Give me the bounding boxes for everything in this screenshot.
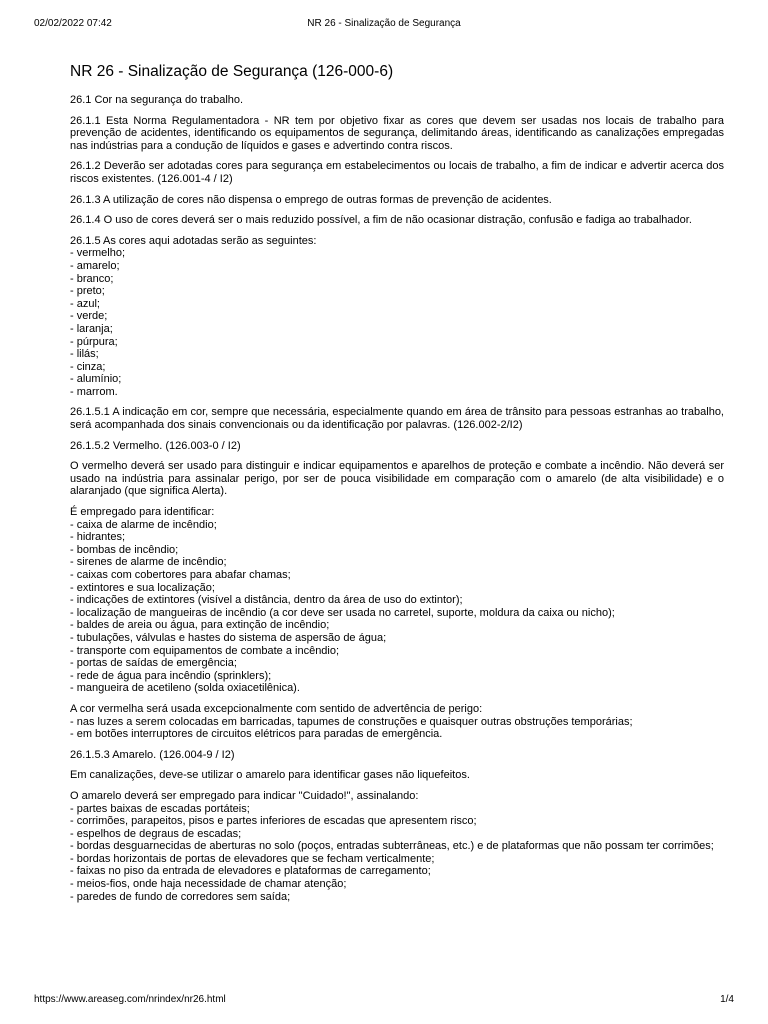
list-item: - verde; — [70, 310, 108, 323]
list-item: - espelhos de degraus de escadas; — [70, 827, 242, 840]
list-item: - nas luzes a serem colocadas em barricadas, tapumes de construções e quaisquer outras obstruções temporárias; — [70, 715, 633, 728]
red-items-list — [70, 506, 724, 695]
list-item: - amarelo; — [70, 259, 120, 272]
list-item: - faixas no piso da entrada de elevadores e plataformas de carregamento; — [70, 865, 431, 878]
paragraph-red-usage: O vermelho deverá ser usado para distinguir e indicar equipamentos e aparelhos de proteção e combate a incêndio. Não deverá ser usado na indústria para assinalar perigo, por ser de pouca visibilidade em comparação com o amarelo (de alta visibilidade) e o alaranjado (que significa Alerta). — [70, 460, 724, 498]
list-item: - sirenes de alarme de incêndio; — [70, 556, 227, 569]
list-item: - marrom. — [70, 385, 118, 398]
list-item: - lilás; — [70, 348, 99, 361]
list-item: - laranja; — [70, 322, 113, 335]
list-item: - alumínio; — [70, 373, 122, 386]
warning-items-list — [70, 703, 724, 741]
list-item: - caixas com cobertores para abafar chamas; — [70, 569, 291, 581]
paragraph-26-1: 26.1 Cor na segurança do trabalho. — [70, 94, 244, 106]
list-item: - em botões interruptores de circuitos elétricos para paradas de emergência. — [70, 728, 443, 741]
red-intro: É empregado para identificar: — [70, 506, 215, 519]
paragraph-26-1-4: 26.1.4 O uso de cores deverá ser o mais reduzido possível, a fim de não ocasionar distração, confusão e fadiga ao trabalhador. — [70, 214, 692, 227]
list-item: - transporte com equipamentos de combate a incêndio; — [70, 644, 340, 657]
list-item: - paredes de fundo de corredores sem saída; — [70, 890, 291, 903]
yellow-items-list — [70, 790, 724, 903]
source-url[interactable]: https://www.areaseg.com/nrindex/nr26.html — [34, 994, 226, 1005]
paragraph-26-1-5-3: 26.1.5.3 Amarelo. (126.004-9 / I2) — [70, 748, 235, 761]
paragraph-26-1-5-1: 26.1.5.1 A indicação em cor, sempre que necessária, especialmente quando em área de trânsito para pessoas estranhas ao trabalho, será acompanhada dos sinais convencionais ou da identificação por palavras. (126.002-2/I2) — [70, 406, 724, 432]
list-item: - branco; — [70, 272, 114, 285]
colors-intro: 26.1.5 As cores aqui adotadas serão as seguintes: — [70, 234, 317, 247]
list-item: - corrimões, parapeitos, pisos e partes inferiores de escadas que apresentem risco; — [70, 815, 477, 828]
list-item: - meios-fios, onde haja necessidade de chamar atenção; — [70, 878, 347, 891]
list-item: - púrpura; — [70, 335, 118, 348]
list-item: - hidrantes; — [70, 531, 126, 544]
list-item: - baldes de areia ou água, para extinção de incêndio; — [70, 619, 330, 632]
colors-list — [70, 235, 724, 399]
document-body — [70, 62, 724, 911]
print-header — [34, 18, 734, 32]
print-title: NR 26 - Sinalização de Segurança — [307, 18, 461, 29]
paragraph-26-1-1: 26.1.1 Esta Norma Regulamentadora - NR tem por objetivo fixar as cores que devem ser usadas nos locais de trabalho para prevenção de acidentes, identificando os equipamentos de segurança, delimitando áreas, identificando as canalizações empregadas nas indústrias para a condução de líquidos e gases e advertindo contra riscos. — [70, 114, 724, 152]
yellow-intro: O amarelo deverá ser empregado para indicar "Cuidado!", assinalando: — [70, 789, 419, 802]
list-item: - extintores e sua localização; — [70, 581, 215, 594]
list-item: - tubulações, válvulas e hastes do sistema de aspersão de água; — [70, 631, 387, 644]
list-item: - caixa de alarme de incêndio; — [70, 518, 217, 531]
list-item: - localização de mangueiras de incêndio (a cor deve ser usada no carretel, suporte, moldura da caixa ou nicho); — [70, 606, 615, 619]
list-item: - rede de água para incêndio (sprinklers); — [70, 669, 272, 682]
list-item: - indicações de extintores (visível a distância, dentro da área de uso do extintor); — [70, 594, 463, 607]
list-item: - portas de saídas de emergência; — [70, 657, 237, 670]
list-item: - azul; — [70, 297, 100, 310]
list-item: - bordas desguarnecidas de aberturas no solo (poços, entradas subterrâneas, etc.) e de plataformas que não possam ter corrimões; — [70, 840, 714, 853]
paragraph-26-1-2: 26.1.2 Deverão ser adotadas cores para segurança em estabelecimentos ou locais de trabalho, a fim de indicar e advertir acerca dos riscos existentes. (126.001-4 / I2) — [70, 160, 724, 185]
list-item: - vermelho; — [70, 247, 126, 260]
list-item: - partes baixas de escadas portáteis; — [70, 802, 250, 815]
paragraph-26-1-5-2: 26.1.5.2 Vermelho. (126.003-0 / I2) — [70, 439, 241, 452]
print-footer — [34, 994, 734, 1008]
paragraph-26-1-3: 26.1.3 A utilização de cores não dispensa o emprego de outras formas de prevenção de acidentes. — [70, 193, 552, 206]
list-item: - bombas de incêndio; — [70, 543, 179, 556]
print-datetime: 02/02/2022 07:42 — [34, 18, 112, 29]
paragraph-yellow-pipes: Em canalizações, deve-se utilizar o amarelo para identificar gases não liquefeitos. — [70, 769, 470, 782]
list-item: - preto; — [70, 285, 105, 298]
page-number: 1/4 — [720, 994, 734, 1005]
list-item: - mangueira de acetileno (solda oxiacetilênica). — [70, 682, 300, 695]
warning-intro: A cor vermelha será usada excepcionalmente com sentido de advertência de perigo: — [70, 702, 483, 715]
list-item: - bordas horizontais de portas de elevadores que se fecham verticalmente; — [70, 852, 435, 865]
document-title: NR 26 - Sinalização de Segurança (126-000-6) — [70, 63, 394, 80]
list-item: - cinza; — [70, 360, 106, 373]
